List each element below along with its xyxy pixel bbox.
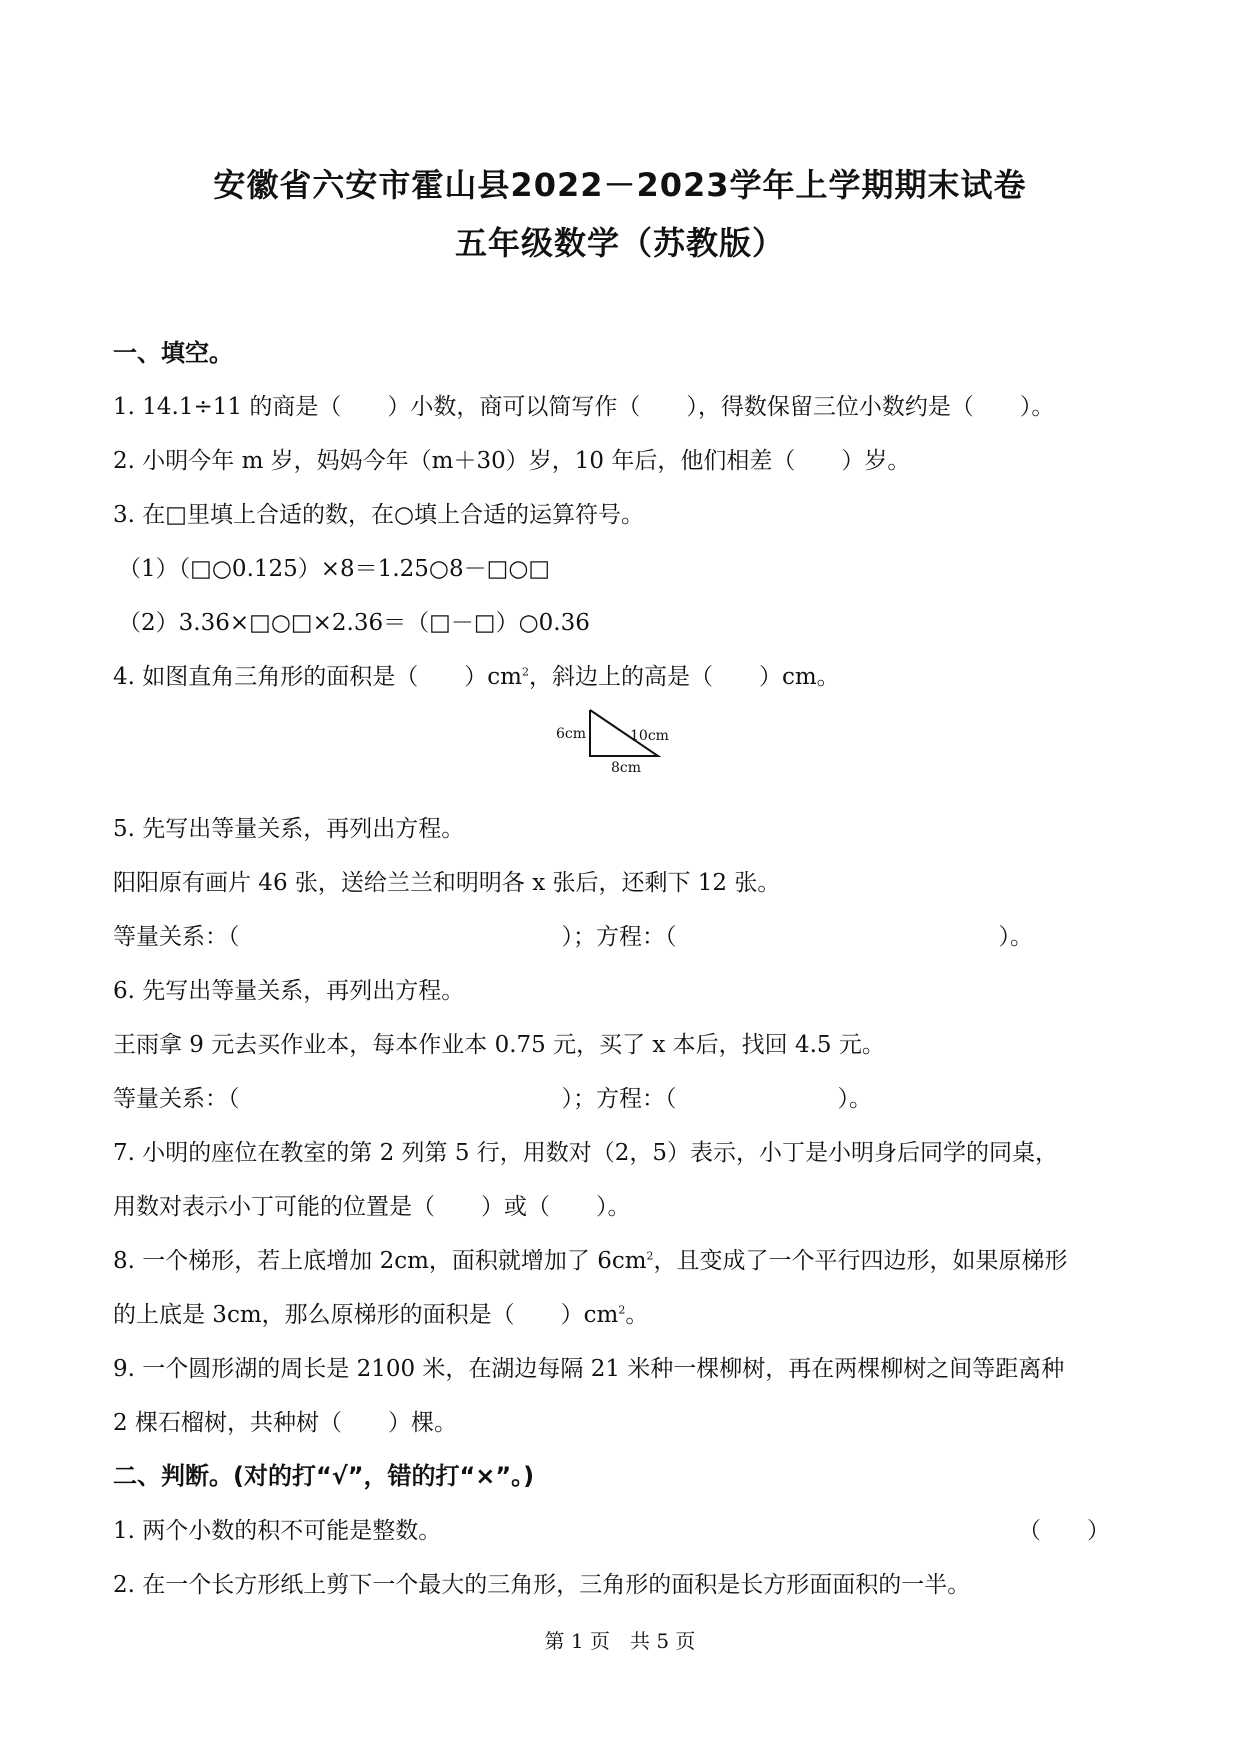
- triangle-base-label: 8cm: [611, 760, 642, 776]
- question-8-text-d: 。: [625, 1302, 649, 1328]
- question-7: 7. 小明的座位在教室的第 2 列第 5 行，用数对（2，5）表示，小丁是小明身后同学的同桌，: [113, 1140, 1059, 1166]
- question-3: 3. 在□里填上合适的数，在○填上合适的运算符号。: [113, 502, 645, 528]
- question-9: 9. 一个圆形湖的周长是 2100 米，在湖边每隔 21 米种一棵柳树，再在两棵柳树之间等距离种: [113, 1356, 1065, 1382]
- judge-question-2: 2. 在一个长方形纸上剪下一个最大的三角形，三角形的面积是长方形面面积的一半。: [113, 1572, 971, 1598]
- superscript-2: 2: [618, 1303, 626, 1317]
- triangle-leg-label: 6cm: [556, 726, 587, 742]
- question-5-problem: 阳阳原有画片 46 张，送给兰兰和明明各 x 张后，还剩下 12 张。: [113, 870, 781, 896]
- question-8-continued: [113, 1296, 648, 1329]
- question-5: 5. 先写出等量关系，再列出方程。: [113, 816, 465, 842]
- question-4-text-a: 4. 如图直角三角形的面积是（ ）cm: [113, 664, 522, 690]
- question-8: [113, 1242, 1068, 1275]
- question-6-problem: 王雨拿 9 元去买作业本，每本作业本 0.75 元，买了 x 本后，找回 4.5 元。: [113, 1032, 885, 1058]
- question-9-continued: 2 棵石榴树，共种树（ ）棵。: [113, 1410, 457, 1436]
- superscript-2: 2: [646, 1249, 654, 1263]
- question-6: 6. 先写出等量关系，再列出方程。: [113, 978, 465, 1004]
- section-heading-fill-blank: 一、填空。: [113, 339, 233, 367]
- question-2: 2. 小明今年 m 岁，妈妈今年（m＋30）岁，10 年后，他们相差（ ）岁。: [113, 448, 911, 474]
- section-heading-true-false: 二、判断。(对的打“√”，错的打“×”。): [113, 1462, 535, 1490]
- question-8-text-c: 的上底是 3cm，那么原梯形的面积是（ ）cm: [113, 1302, 619, 1328]
- triangle-hypotenuse-label: 10cm: [630, 728, 669, 744]
- judge-answer-blank: （ ）: [1018, 1518, 1110, 1544]
- exam-subtitle: 五年级数学（苏教版）: [454, 224, 785, 262]
- page-footer: 第 1 页 共 5 页: [544, 1629, 696, 1653]
- superscript-2: 2: [521, 665, 529, 679]
- question-3-part-2: （2）3.36×□○□×2.36＝（□－□）○0.36: [118, 610, 590, 636]
- right-triangle-figure: [556, 708, 686, 784]
- question-5-answer-line: 等量关系：（ ）；方程：（ ）。: [113, 924, 1033, 950]
- question-4: [113, 658, 840, 691]
- question-1: 1. 14.1÷11 的商是（ ）小数，商可以简写作（ ），得数保留三位小数约是（ ）。: [113, 394, 1055, 420]
- exam-title: 安徽省六安市霍山县2022－2023学年上学期期末试卷: [213, 166, 1027, 204]
- question-8-text-a: 8. 一个梯形，若上底增加 2cm，面积就增加了 6cm: [113, 1248, 647, 1274]
- question-4-text-b: ，斜边上的高是（ ）cm。: [528, 664, 840, 690]
- question-8-text-b: ，且变成了一个平行四边形，如果原梯形: [653, 1248, 1068, 1274]
- question-3-part-1: （1）（□○0.125）×8＝1.25○8－□○□: [118, 556, 551, 582]
- judge-question-1: 1. 两个小数的积不可能是整数。: [113, 1518, 442, 1544]
- question-7-continued: 用数对表示小丁可能的位置是（ ）或（ ）。: [113, 1194, 631, 1220]
- question-6-answer-line: 等量关系：（ ）；方程：（ ）。: [113, 1086, 872, 1112]
